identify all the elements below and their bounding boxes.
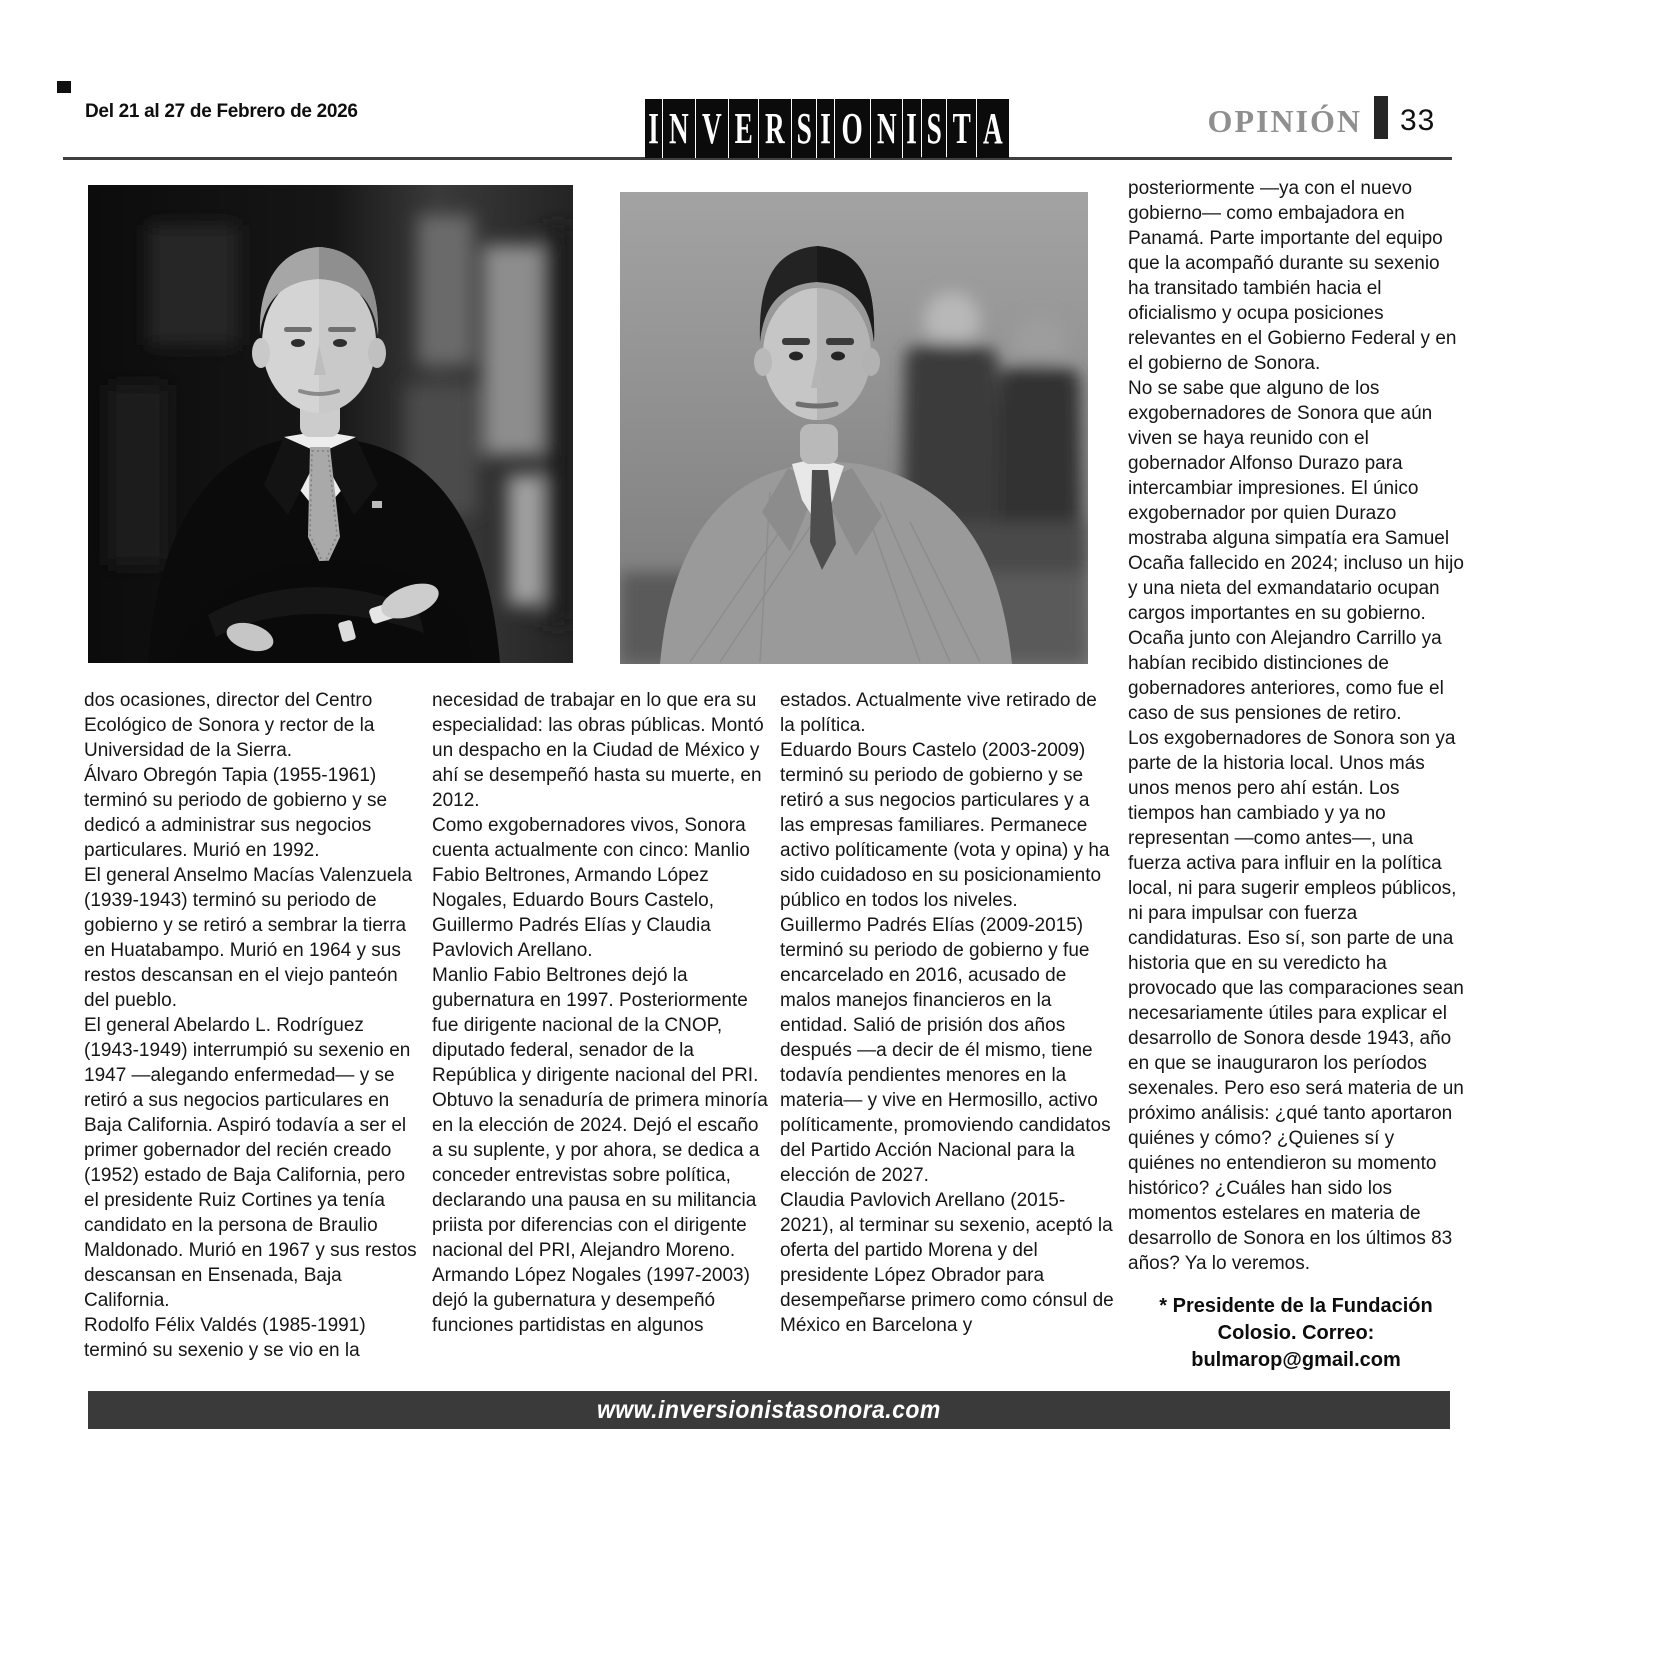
portrait-photo-left [88,185,573,663]
masthead-letter-glyph: S [926,103,942,153]
article-paragraph: Álvaro Obregón Tapia (1955-1961) terminó su periodo de gobierno y se dedicó a administrar sus negocios particulares. Murió en 1992. [84,765,388,861]
signature-line: * Presidente de la Fundación [1159,1295,1433,1317]
footer-bar [88,1391,1450,1429]
scan-artifact [57,81,71,93]
masthead-letter-glyph: R [765,103,785,153]
masthead-letter [922,99,946,158]
masthead-letter [871,99,903,158]
article-paragraph: estados. Actualmente vive retirado de la política. [780,690,1097,736]
article-paragraph: Como exgobernadores vivos, Sonora cuenta actualmente con cinco: Manlio Fabio Beltrones, Armando López Nogales, Eduardo Bours Castelo, Guillermo Padrés Elías y Claudia Pavlovich Arellano. [432,815,750,961]
masthead [645,99,1004,158]
article-paragraph: El general Anselmo Macías Valenzuela (1939-1943) terminó su periodo de gobierno y se retiró a sembrar la tierra en Huatabampo. Murió en 1964 y sus restos descansan en el viejo panteón del pueblo. [84,865,413,1011]
article-paragraph: posteriormente —ya con el nuevo gobierno— como embajadora en Panamá. Parte importante del equipo que la acompañó durante su sexenio ha transitado también hacia el oficialismo y ocupa posiciones relevantes en el Gobierno Federal y en el gobierno de Sonora. [1128,178,1457,374]
date-range: Del 21 al 27 de Febrero de 2026 [85,101,358,122]
masthead-letter [817,99,834,158]
masthead-letter-glyph: I [820,103,832,153]
article-paragraph: El general Abelardo L. Rodríguez (1943-1949) interrumpió su sexenio en 1947 —alegando enfermedad— y se retiró a sus negocios particulares en Baja California. Aspiró todavía a ser el primer gobernador del recién creado (1952) estado de Baja California, pero el presidente Ruiz Cortines ya tenía candidato en la persona de Braulio Maldonado. Murió en 1967 y sus restos descansan en Ensenada, Baja California. [84,1015,417,1311]
article-paragraph: Rodolfo Félix Valdés (1985-1991) terminó su sexenio y se vio en la [84,1315,366,1361]
masthead-letter [947,99,976,158]
article-paragraph: No se sabe que alguno de los exgobernadores de Sonora que aún viven se haya reunido con el gobernador Alfonso Durazo para intercambiar impresiones. El único exgobernador por quien Durazo mostraba alguna simpatía era Samuel Ocaña fallecido en 2024; incluso un hijo y una nieta del exmandatario ocupan cargos importantes en su gobierno. Ocaña junto con Alejandro Carrillo ya habían recibido distinciones de gobernadores anteriores, como fue el caso de sus pensiones de retiro. [1128,378,1464,724]
footer-url: www.inversionistasonora.com [597,1395,941,1424]
masthead-letter-glyph: T [952,103,971,153]
masthead-letter [792,99,816,158]
masthead-letter [903,99,920,158]
article-paragraph: necesidad de trabajar en lo que era su especialidad: las obras públicas. Montó un despacho en la Ciudad de México y ahí se desempeñó hasta su muerte, en 2012. [432,690,764,811]
masthead-letter-glyph: O [841,103,864,153]
article-column-2 [432,688,768,1338]
article-column-3 [780,688,1116,1338]
masthead-letter-glyph: I [648,103,659,153]
article-paragraph: Los exgobernadores de Sonora son ya parte de la historia local. Unos más unos menos pero ahí están. Los tiempos han cambiado y ya no representan —como antes—, una fuerza activa para influir en la política local, ni para sugerir empleos públicos, ni para impulsar con fuerza candidaturas. Eso sí, son parte de una historia que en su veredicto ha provocado que las comparaciones sean necesariamente útiles para explicar el desarrollo de Sonora desde 1943, año en que se inauguraron los períodos sexenales. Pero eso será materia de un próximo análisis: ¿qué tanto aportaron quiénes y cómo? ¿Quienes sí y quiénes no entendieron su momento histórico? ¿Cuáles han sido los momentos estelares en materia de desarrollo de Sonora en los últimos 83 años? Ya lo veremos. [1128,728,1464,1274]
masthead-letter-glyph: S [796,103,812,153]
article-paragraph: Guillermo Padrés Elías (2009-2015) terminó su periodo de gobierno y fue encarcelado en 2016, acusado de malos manejos financieros en la entidad. Salió de prisión dos años después —a decir de él mismo, tiene todavía pendientes menores en la materia— y vive en Hermosillo, activo políticamente, promoviendo candidatos del Partido Acción Nacional para la elección de 2027. [780,915,1111,1186]
masthead-letter [645,99,662,158]
signature-line: Colosio. Correo: [1217,1322,1375,1344]
article-column-4 [1128,176,1464,1276]
section-divider-bar [1374,96,1388,139]
article-paragraph: dos ocasiones, director del Centro Ecológico de Sonora y rector de la Universidad de la Sierra. [84,690,375,761]
masthead-letter-glyph: V [701,103,722,153]
page-number: 33 [1400,104,1436,137]
masthead-letter-glyph: E [734,103,753,153]
masthead-letter [696,99,728,158]
masthead-letter [759,99,791,158]
article-paragraph: Armando López Nogales (1997-2003) dejó la gubernatura y desempeñó funciones partidistas en algunos [432,1265,750,1336]
article-column-1 [84,688,420,1363]
masthead-letter [835,99,869,158]
portrait-photo-right [620,192,1088,664]
article-paragraph: Manlio Fabio Beltrones dejó la gubernatura en 1997. Posteriormente fue dirigente nacional de la CNOP, diputado federal, senador de la República y dirigente nacional del PRI. Obtuvo la senaduría de primera minoría en la elección de 2024. Dejó el escaño a su suplente, y por ahora, se dedica a conceder entrevistas sobre política, declarando una pausa en su militancia priista por diferencias con el dirigente nacional del PRI, Alejandro Moreno. [432,965,768,1261]
section-label: OPINIÓN [1207,103,1362,139]
masthead-letter-glyph: N [876,103,897,153]
masthead-letter [977,99,1009,158]
signature-line: bulmarop@gmail.com [1191,1349,1401,1371]
masthead-letter-glyph: N [669,103,689,153]
masthead-letter-glyph: A [983,103,1004,153]
masthead-letter [663,99,695,158]
masthead-letter-glyph: I [906,103,918,153]
article-paragraph: Claudia Pavlovich Arellano (2015-2021), al terminar su sexenio, aceptó la oferta del partido Morena y del presidente López Obrador para desempeñarse primero como cónsul de México en Barcelona y [780,1190,1114,1336]
article-paragraph: Eduardo Bours Castelo (2003-2009) terminó su periodo de gobierno y se retiró a sus negocios particulares y a las empresas familiares. Permanece activo políticamente (vota y opina) y ha sido cuidadoso en su posicionamiento público en todos los niveles. [780,740,1110,911]
masthead-letter [729,99,758,158]
author-signature [1128,1293,1464,1374]
